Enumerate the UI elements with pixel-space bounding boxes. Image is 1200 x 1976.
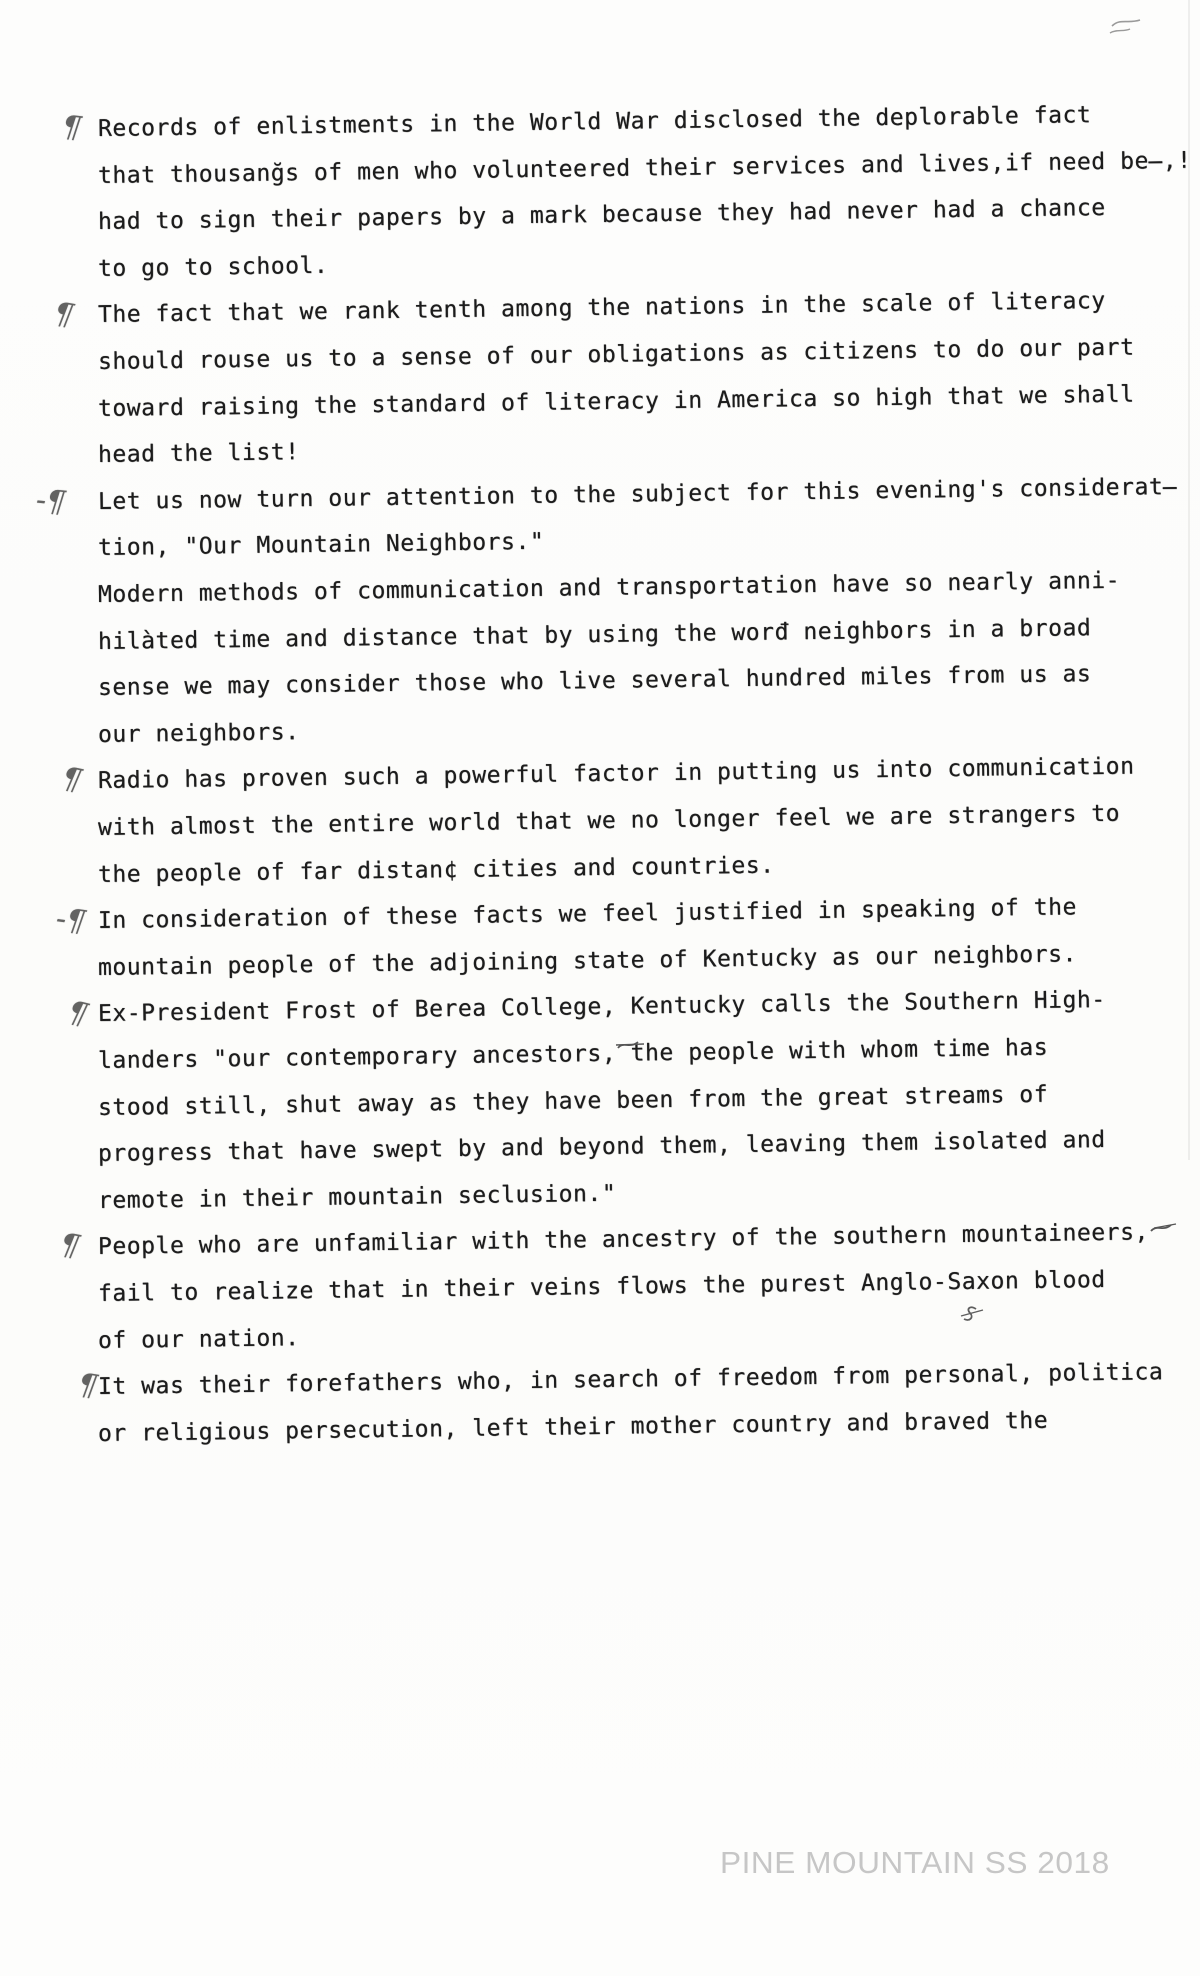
text-line: our neighbors. <box>97 719 300 748</box>
text-line: with almost the entire world that we no longer feel we are strangers to <box>97 800 1121 841</box>
text-line: Records of enlistments in the World War disclosed the deplorable fact <box>97 102 1092 142</box>
text-line: progress that have swept by and beyond them, leaving them isolated and <box>97 1126 1106 1167</box>
text-line: fail to realize that in their veins flows the purest Anglo-Saxon blood <box>97 1266 1106 1307</box>
text-line: had to sign their papers by a mark because they had never had a chance <box>97 194 1106 235</box>
paragraph-pilcrow-mark: ¶ <box>75 1366 100 1405</box>
text-line: People who are unfamiliar with the ancestry of the southern mountaineers, <box>97 1219 1150 1260</box>
pencil-scribble-after-mountaineers <box>1148 1218 1182 1238</box>
text-line: stood still, shut away as they have been from the great streams of <box>97 1081 1049 1121</box>
text-line: sense we may consider those who live several hundred miles from us as <box>97 661 1092 701</box>
text-line: Radio has proven such a powerful factor in putting us into communication <box>97 753 1135 794</box>
text-line: Ex-President Frost of Berea College, Kentucky calls the Southern High- <box>97 986 1106 1027</box>
paragraph-pilcrow-mark: -¶ <box>53 901 88 940</box>
paragraph-pilcrow-mark: -¶ <box>34 482 67 521</box>
text-line: In consideration of these facts we feel justified in speaking of the <box>97 894 1078 934</box>
text-line: should rouse us to a sense of our obligations as citizens to do our part <box>97 334 1135 375</box>
text-line: that thousanğs of men who volunteered their services and lives,if need be̶,! <box>97 147 1192 189</box>
text-line: remote in their mountain seclusion." <box>97 1180 617 1214</box>
text-line: toward raising the standard of literacy in America so high that we shall <box>97 381 1135 422</box>
paragraph-pilcrow-mark: ¶ <box>58 760 85 799</box>
text-line: landers "our contemporary ancestors, the people with whom time has <box>97 1034 1049 1074</box>
paragraph-pilcrow-mark: ¶ <box>64 994 92 1033</box>
text-line: the people of far distan¢ cities and countries. <box>97 852 775 888</box>
archive-watermark: PINE MOUNTAIN SS 2018 <box>720 1845 1110 1880</box>
text-line: Modern methods of communication and transportation have so nearly anni- <box>97 567 1121 608</box>
text-line: It was their forefathers who, in search of freedom from personal, politica <box>97 1359 1164 1400</box>
text-line: head the list! <box>97 439 300 468</box>
text-line: The fact that we rank tenth among the nations in the scale of literacy <box>97 287 1106 328</box>
text-line: Let us now turn our attention to the subject for this evening's considerat̶ <box>97 473 1178 515</box>
paragraph-pilcrow-mark: ¶ <box>56 1226 83 1265</box>
pencil-squiggle-top-right <box>1106 14 1160 44</box>
text-line: mountain people of the adjoining state of Kentucky as our neighbors. <box>97 941 1078 981</box>
pencil-scribble-after-ancestors <box>614 1036 648 1054</box>
pencil-struck-s-mark <box>958 1302 986 1326</box>
text-line: hilàted time and distance that by using the worđ neighbors in a broad <box>97 615 1092 655</box>
text-line: to go to school. <box>97 252 329 282</box>
text-line: or religious persecution, left their mother country and braved the <box>97 1407 1049 1447</box>
text-line: tion, "Our Mountain Neighbors." <box>97 528 545 561</box>
paragraph-pilcrow-mark: ¶ <box>51 295 76 334</box>
paragraph-pilcrow-mark: ¶ <box>59 108 84 147</box>
text-line: of our nation. <box>97 1325 300 1354</box>
